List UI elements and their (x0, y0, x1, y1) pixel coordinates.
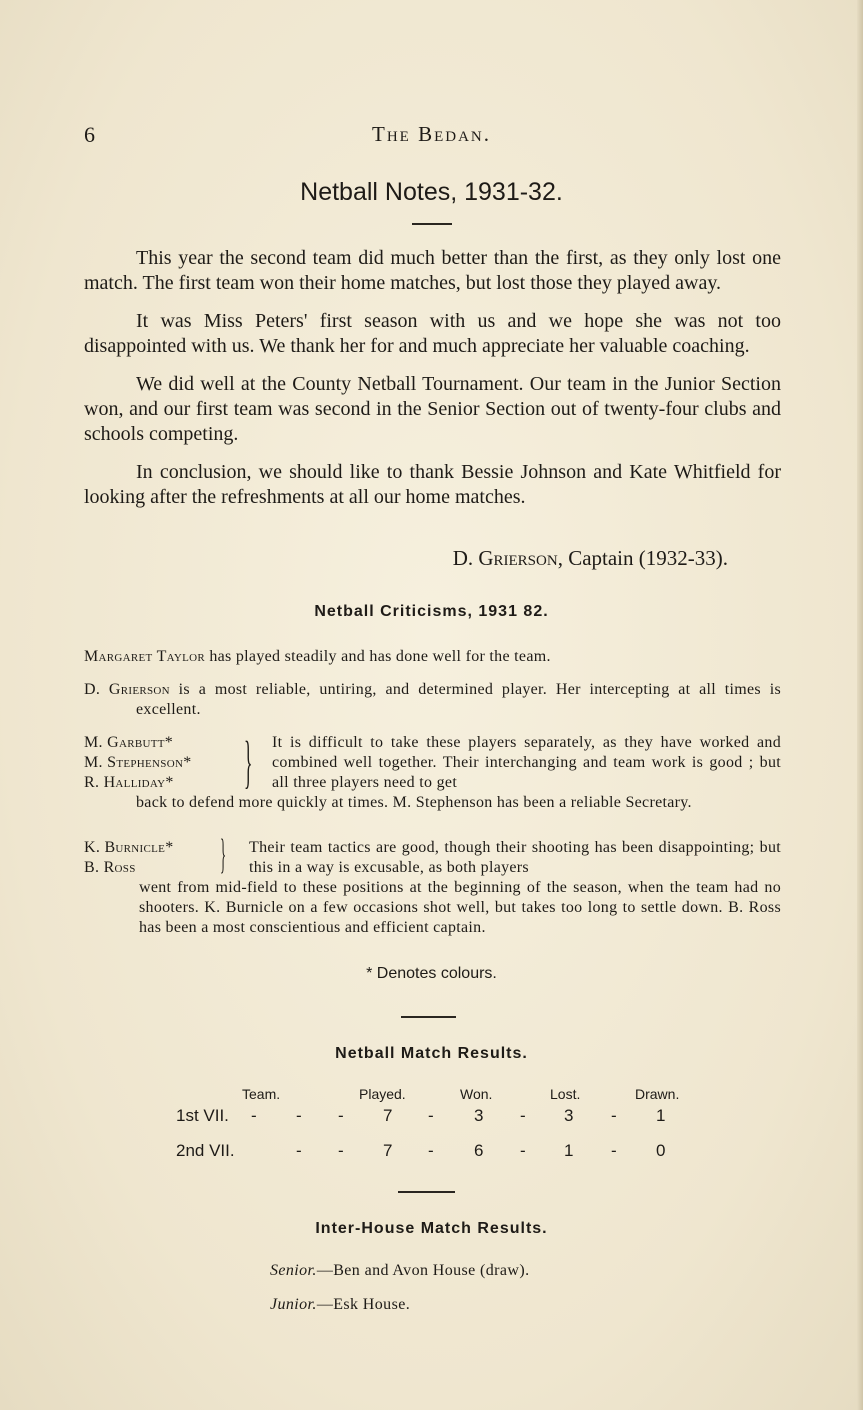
netball-notes-title: Netball Notes, 1931-32. (300, 178, 563, 206)
player-name: M. Stephenson* (84, 754, 192, 771)
dash: - (428, 1106, 434, 1125)
senior-text: —Ben and Avon House (draw). (316, 1262, 530, 1279)
criticism-group (84, 832, 781, 948)
running-title: The Bedan. (372, 122, 491, 146)
col-header: Won. (460, 1086, 493, 1102)
junior-text: —Esk House. (316, 1296, 411, 1313)
player-name: M. Garbutt* (84, 734, 174, 751)
team-cell: 1st VII. (176, 1106, 229, 1125)
dash: - (296, 1141, 302, 1160)
signature-name: D. Grierson, (452, 546, 563, 570)
dash: - (428, 1141, 434, 1160)
criticism-text: Their team tactics are good, though their shooting has been disappointing; but this in a way is excusable, as both players (249, 839, 781, 876)
notes-paragraph: We did well at the County Netball Tournament. Our team in the Junior Section won, and our first team was second in the Senior Section out of twenty-four clubs and schools competing. (84, 373, 781, 445)
criticism-text: It is difficult to take these players separately, as they have worked and combined well together. Their interchanging and team work is good ; but all three players need to get (272, 734, 781, 791)
dash: - (338, 1141, 344, 1160)
lost-cell: 3 (564, 1106, 574, 1125)
dash: - (611, 1141, 617, 1160)
criticism-group (84, 729, 781, 833)
col-header: Played. (359, 1086, 406, 1102)
criticism-text-continued: back to defend more quickly at times. M. Stephenson has been a reliable Secretary. (136, 794, 692, 811)
player-names (84, 733, 244, 793)
notes-paragraph: This year the second team did much better than the first, as they only lost one match. The first team won their home matches, but lost those they played away. (84, 247, 781, 294)
dash: - (338, 1106, 344, 1125)
brace-icon: } (244, 729, 253, 794)
brace-icon: } (220, 832, 227, 878)
junior-label: Junior. (270, 1296, 317, 1313)
notes-body (84, 246, 781, 523)
criticism-text: has played steadily and has done well for the team. (209, 648, 551, 665)
won-cell: 6 (474, 1141, 484, 1160)
colours-note: * Denotes colours. (366, 965, 497, 982)
played-cell: 7 (383, 1141, 393, 1160)
player-name: B. Ross (84, 859, 136, 876)
senior-label: Senior. (270, 1262, 317, 1279)
played-cell: 7 (383, 1106, 393, 1125)
lost-cell: 1 (564, 1141, 574, 1160)
dash: - (611, 1106, 617, 1125)
divider (412, 223, 452, 225)
player-name: D. Grierson (84, 681, 170, 698)
results-title: Netball Match Results. (335, 1045, 528, 1062)
divider (398, 1191, 455, 1193)
signature (0, 546, 728, 571)
drawn-cell: 0 (656, 1141, 666, 1160)
team-cell: 2nd VII. (176, 1141, 235, 1160)
signature-role: Captain (1932-33). (568, 546, 728, 570)
junior-result (270, 1296, 410, 1314)
criticism-entry (84, 680, 781, 720)
player-name: Margaret Taylor (84, 648, 206, 665)
won-cell: 3 (474, 1106, 484, 1125)
col-header: Team. (242, 1086, 281, 1102)
criticism-text: is a most reliable, untiring, and determined player. Her intercepting at all times is excellent. (136, 681, 781, 718)
divider (401, 1016, 456, 1018)
criticisms-title: Netball Criticisms, 1931 82. (314, 603, 549, 620)
dash: - (251, 1106, 257, 1125)
dash: - (296, 1106, 302, 1125)
page-number: 6 (84, 122, 95, 147)
criticism-text-continued: went from mid-field to these positions at the beginning of the season, when the team had no shooters. K. Burnicle on a few occasions shot well, but takes too long to settle down. B. Ross has been a most conscientious and efficient captain. (139, 879, 781, 936)
player-name: K. Burnicle* (84, 839, 174, 856)
notes-paragraph: In conclusion, we should like to thank Bessie Johnson and Kate Whitfield for looking after the refreshments at all our home matches. (84, 461, 781, 508)
page-edge (857, 0, 863, 1410)
criticism-entry (84, 647, 781, 667)
senior-result (270, 1262, 530, 1280)
notes-paragraph: It was Miss Peters' first season with us and we hope she was not too disappointed with us. We thank her for and much appreciate her valuable coaching. (84, 310, 781, 357)
player-name: R. Halliday* (84, 774, 174, 791)
dash: - (520, 1106, 526, 1125)
dash: - (520, 1141, 526, 1160)
col-header: Lost. (550, 1086, 581, 1102)
inter-house-title: Inter-House Match Results. (315, 1220, 548, 1237)
col-header: Drawn. (635, 1086, 680, 1102)
drawn-cell: 1 (656, 1106, 666, 1125)
